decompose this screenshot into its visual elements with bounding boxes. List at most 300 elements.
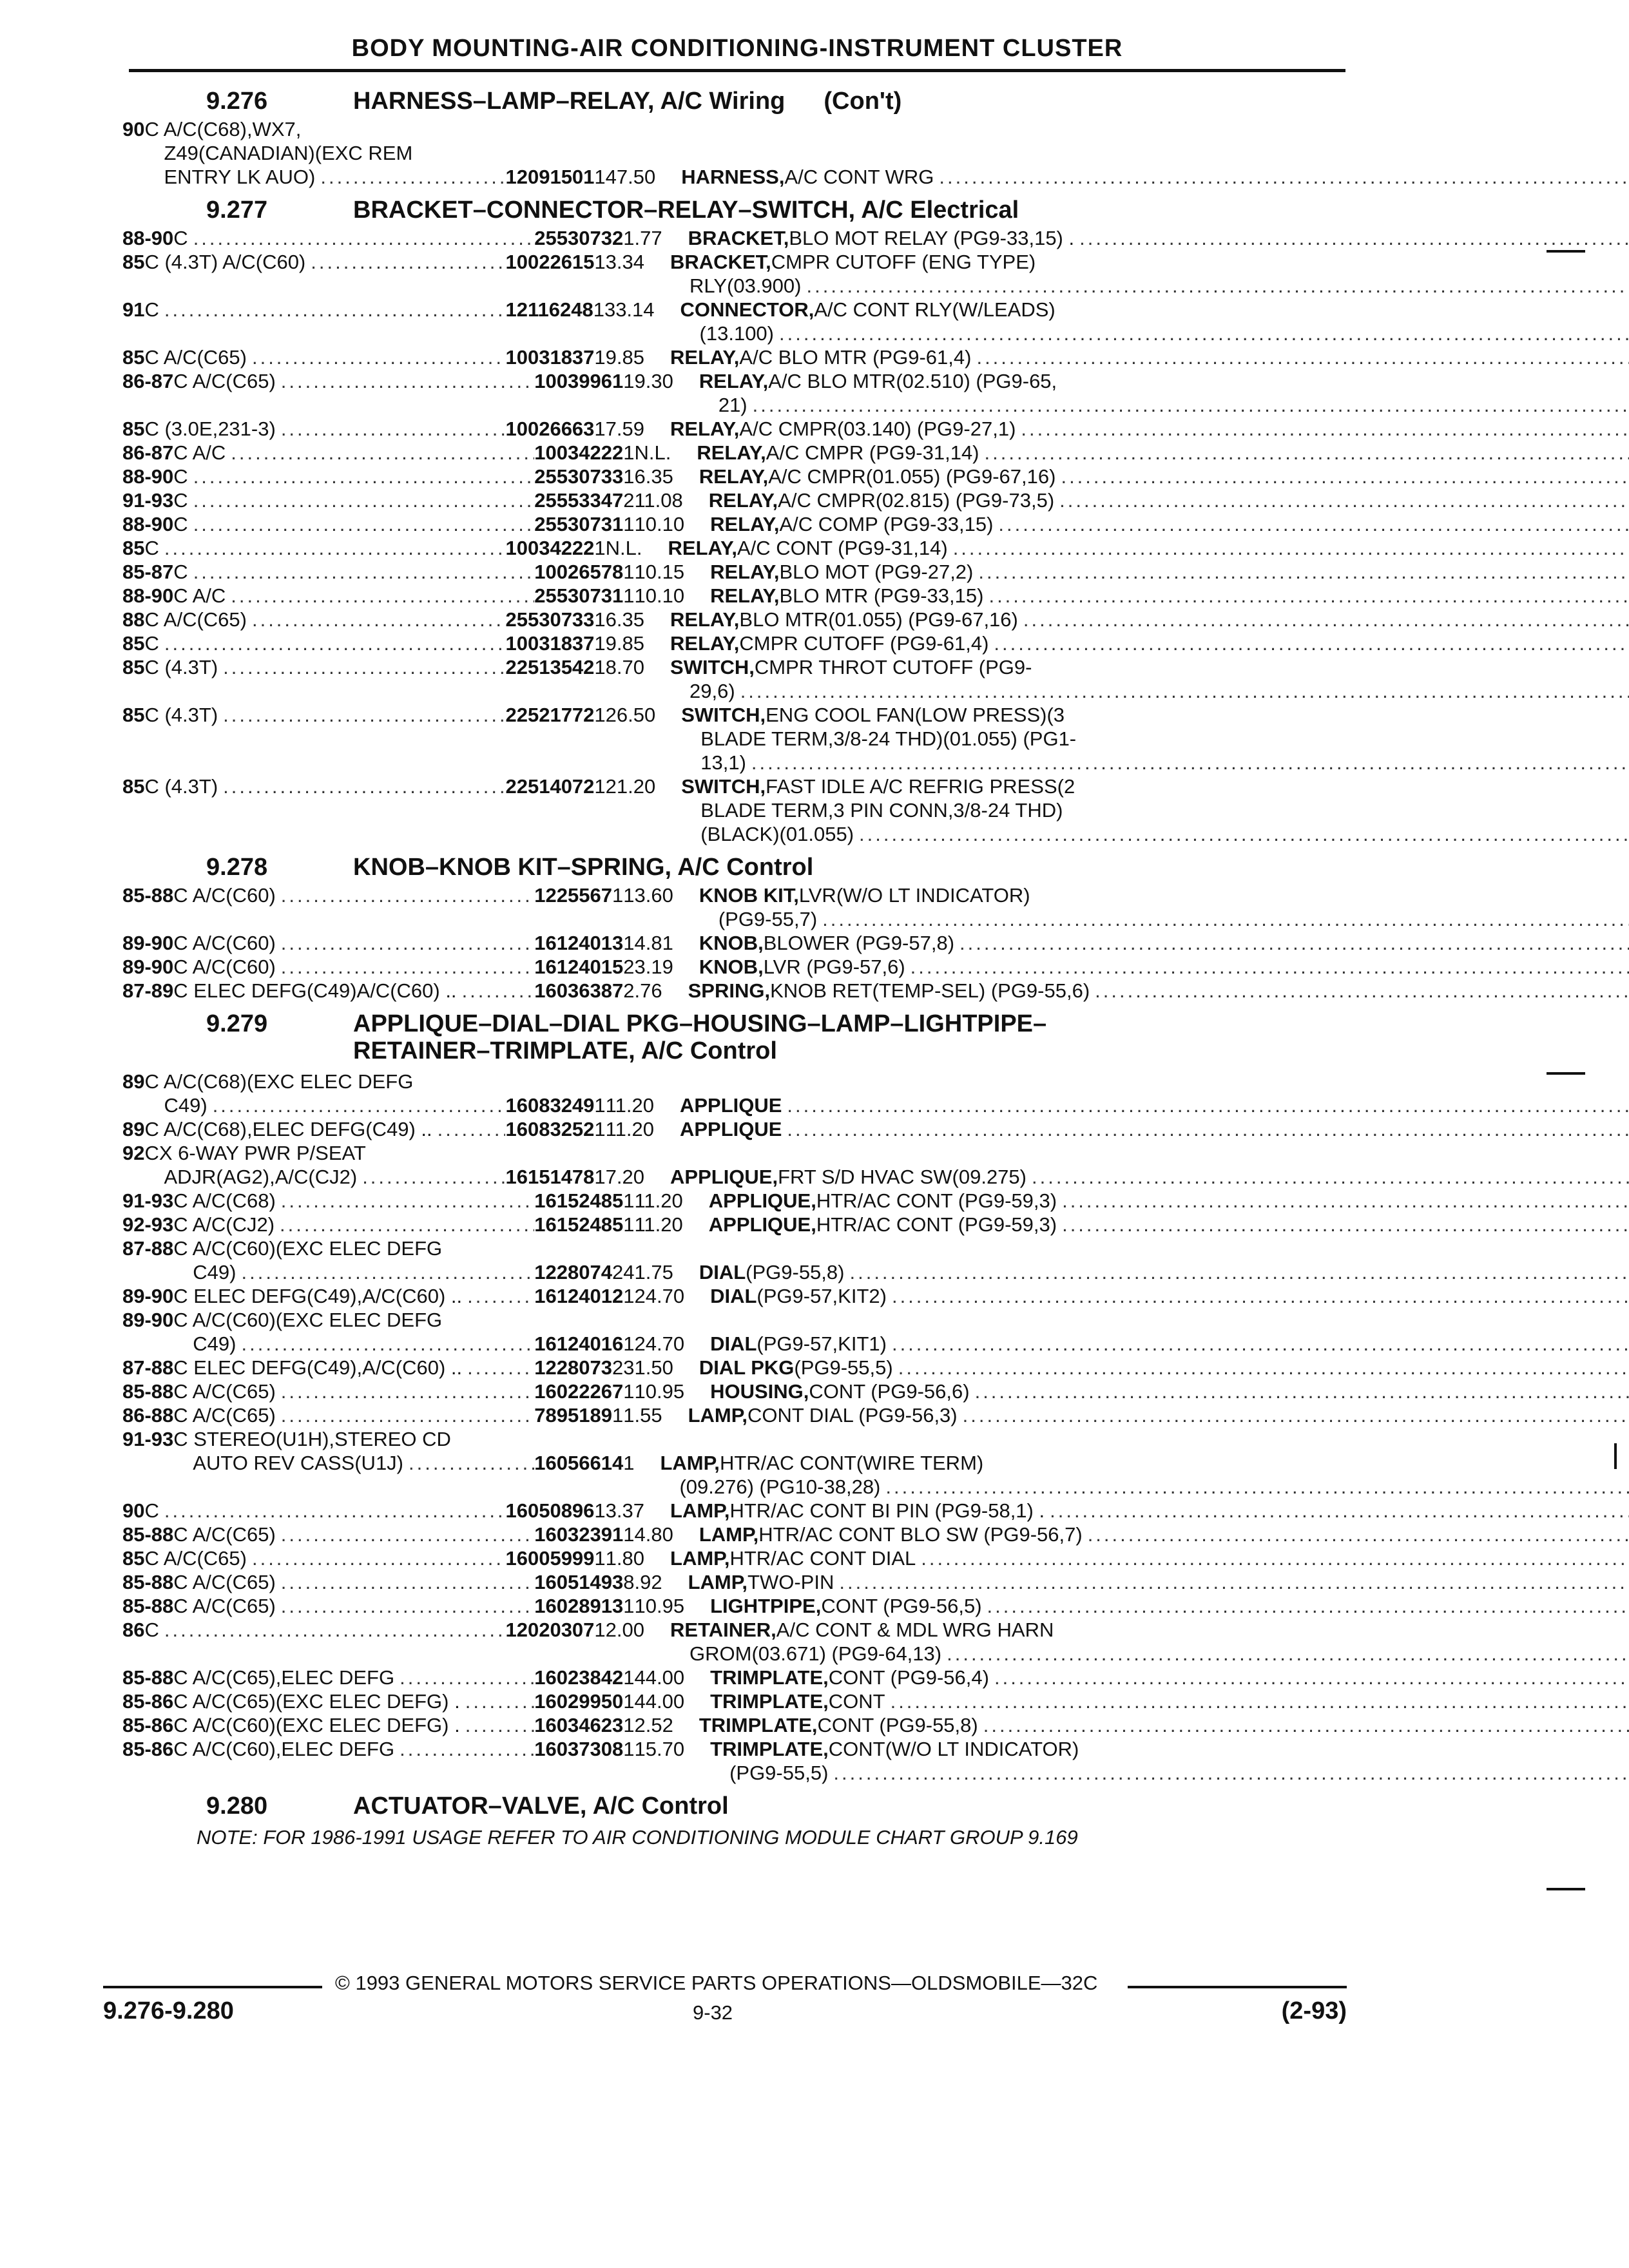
leader-dots	[1095, 979, 1629, 1003]
part-usage	[173, 1570, 534, 1594]
quantity: 1	[612, 1404, 624, 1427]
description-text: KNOB RET(TEMP-SEL) (PG9-55,6)	[770, 979, 1090, 1002]
price: 24.70	[634, 1285, 685, 1307]
part-number-cell	[534, 883, 612, 931]
usage-text: C	[144, 298, 159, 321]
leader-dots	[1061, 465, 1629, 488]
usage-line	[144, 165, 505, 189]
description-line	[699, 1260, 1629, 1284]
usage-text: C A/C(C60),ELEC DEFG	[173, 1738, 395, 1760]
part-number: 25553347	[534, 489, 624, 512]
description-text: LVR(W/O LT INDICATOR)	[798, 884, 1030, 907]
leader-dots	[885, 1475, 1629, 1499]
usage-line	[173, 1689, 534, 1713]
usage-text: C A/C(C65)	[173, 1404, 276, 1427]
section-number: 9.279	[206, 1010, 268, 1037]
part-number-cell	[505, 608, 594, 631]
leader-dots	[1021, 417, 1629, 441]
description-text: (13.100)	[699, 322, 774, 345]
part-description	[684, 1308, 1629, 1356]
part-name: HARNESS,	[681, 166, 785, 188]
part-number: 1228074	[534, 1261, 612, 1283]
usage-text: C (4.3T) A/C(C60)	[144, 251, 306, 273]
part-number: 12020307	[505, 1619, 595, 1641]
part-number: 10031837	[505, 346, 595, 369]
price: 1.55	[623, 1404, 662, 1427]
quantity: 1	[623, 513, 635, 535]
usage-line	[144, 1546, 505, 1570]
section-number: 9.277	[206, 197, 268, 224]
description-text: CONT (PG9-56,4)	[828, 1666, 989, 1689]
description-line	[688, 226, 1629, 250]
leader-dots	[1062, 1189, 1629, 1213]
part-description	[684, 1737, 1629, 1785]
part-number-cell	[505, 250, 594, 298]
price-cell	[606, 1070, 654, 1117]
description-line	[670, 631, 1629, 655]
part-number-cell	[505, 417, 594, 441]
footer-section-range: 9.276-9.280	[103, 1997, 234, 2024]
description-text: CONT(W/O LT INDICATOR)	[828, 1738, 1079, 1760]
quantity: 1	[594, 775, 606, 798]
part-usage	[173, 1737, 534, 1785]
description-text: (09.276) (PG10-38,28)	[679, 1475, 881, 1498]
usage-line	[173, 1332, 534, 1356]
part-row	[122, 1546, 1347, 1570]
part-usage	[173, 1689, 534, 1713]
part-number-cell	[534, 955, 623, 979]
price: 44.00	[634, 1690, 685, 1713]
usage-line	[144, 345, 505, 369]
part-number: 16050896	[505, 1499, 595, 1522]
description-text: 21)	[718, 394, 747, 416]
part-name: RELAY,	[668, 537, 737, 559]
description-line	[709, 1213, 1629, 1236]
leader-dots	[467, 1284, 534, 1308]
usage-text: C A/C(C68)(EXC ELEC DEFG	[144, 1070, 414, 1093]
price: 26.50	[605, 704, 656, 726]
leader-dots	[953, 536, 1629, 560]
part-years: 86-87	[122, 441, 174, 464]
part-number: 10031837	[505, 632, 595, 655]
spacer-line	[710, 1308, 1629, 1332]
description-line	[699, 907, 1629, 931]
description-line	[681, 822, 1629, 846]
part-name: DIAL	[699, 1261, 746, 1283]
price-cell	[634, 931, 673, 955]
part-number: 25530731	[534, 584, 624, 607]
description-line	[710, 1594, 1629, 1618]
usage-line	[173, 1737, 534, 1761]
usage-text: C A/C(CJ2)	[173, 1213, 275, 1236]
quantity-cell	[623, 488, 634, 512]
part-row	[122, 631, 1347, 655]
part-usage	[144, 631, 505, 655]
price: N.L.	[634, 441, 671, 464]
part-number-cell	[534, 1570, 623, 1594]
part-usage	[144, 1070, 505, 1117]
part-usage	[144, 655, 505, 703]
part-name: RELAY,	[670, 346, 740, 369]
part-number: 16124012	[534, 1285, 624, 1307]
usage-text: C	[173, 561, 188, 583]
quantity: 1	[623, 1738, 635, 1760]
description-text: A/C CMPR (PG9-31,14)	[766, 441, 979, 464]
quantity-cell	[612, 1236, 623, 1284]
usage-line	[144, 1618, 505, 1642]
part-years: 85-87	[122, 561, 174, 583]
part-number-cell	[534, 1379, 623, 1403]
quantity: 1	[623, 1380, 635, 1403]
part-number-cell	[505, 1117, 594, 1141]
usage-line	[144, 536, 505, 560]
part-years: 89	[122, 1118, 145, 1140]
price-cell	[634, 1713, 673, 1737]
section-title: KNOB–KNOB KIT–SPRING, A/C Control	[353, 854, 814, 881]
quantity-cell	[594, 608, 605, 631]
part-description	[662, 1403, 1629, 1427]
usage-line	[144, 608, 505, 631]
usage-line	[173, 1427, 534, 1451]
margin-mark	[1547, 1072, 1585, 1075]
quantity: 1	[623, 1690, 635, 1713]
part-usage	[173, 1189, 534, 1213]
usage-line	[144, 250, 505, 274]
usage-text: C	[173, 489, 188, 512]
description-line	[680, 298, 1629, 322]
part-description	[654, 1117, 1629, 1141]
price: 7.20	[605, 1166, 645, 1188]
part-name: LAMP,	[660, 1452, 720, 1474]
usage-line	[173, 955, 534, 979]
usage-line	[144, 1141, 505, 1165]
part-row	[122, 655, 1347, 703]
leader-dots	[467, 1356, 534, 1379]
price: 11.20	[605, 1118, 654, 1140]
part-name: RELAY,	[670, 632, 740, 655]
part-usage	[173, 1284, 534, 1308]
leader-dots	[281, 417, 506, 441]
part-description	[673, 931, 1629, 955]
part-row	[122, 1308, 1347, 1356]
part-row	[122, 1141, 1347, 1189]
quantity: 1	[623, 1714, 635, 1736]
price: 9.30	[634, 370, 673, 392]
price: 9.85	[605, 632, 645, 655]
section-title: BRACKET–CONNECTOR–RELAY–SWITCH, A/C Electrical	[353, 197, 1019, 224]
part-row	[122, 1427, 1347, 1499]
price-cell	[606, 631, 644, 655]
spacer-line	[660, 1427, 1629, 1451]
section-continued: (Con't)	[824, 88, 902, 115]
description-line	[699, 1523, 1629, 1546]
part-usage	[144, 1618, 505, 1666]
price: 10.15	[634, 561, 685, 583]
usage-text: C	[144, 1499, 159, 1522]
usage-text: C A/C(C65)	[144, 346, 247, 369]
quantity: 1	[594, 632, 606, 655]
quantity-cell	[623, 979, 634, 1003]
part-number-cell	[534, 369, 623, 417]
part-name: TRIMPLATE,	[710, 1738, 829, 1760]
quantity-cell	[594, 417, 605, 441]
description-text: BLADE TERM,3 PIN CONN,3/8-24 THD)	[700, 799, 1063, 822]
part-number: 16005999	[505, 1547, 595, 1570]
part-row	[122, 1737, 1347, 1785]
part-number-cell	[534, 1213, 623, 1236]
part-years: 85-86	[122, 1738, 174, 1760]
part-number-cell	[534, 931, 623, 955]
part-usage	[173, 441, 534, 465]
description-text: CONT (PG9-56,6)	[809, 1380, 970, 1403]
description-text: CMPR THROT CUTOFF (PG9-	[754, 656, 1032, 678]
part-number-cell	[505, 774, 594, 846]
part-name: RELAY,	[670, 418, 740, 440]
usage-line	[173, 369, 534, 393]
quantity-cell	[623, 560, 634, 584]
part-description	[673, 1236, 1629, 1284]
usage-text: C A/C(C60)	[173, 956, 276, 978]
quantity: 1	[623, 932, 635, 954]
usage-line	[173, 1523, 534, 1546]
usage-text: C	[144, 537, 159, 559]
quantity-cell	[612, 1403, 623, 1427]
price: 9.85	[605, 346, 645, 369]
part-number-cell	[534, 1594, 623, 1618]
leader-dots	[252, 608, 506, 631]
leader-dots	[753, 393, 1629, 417]
part-usage	[173, 1213, 534, 1236]
leader-dots	[252, 1546, 506, 1570]
price: N.L.	[605, 537, 642, 559]
leader-dots	[231, 584, 534, 608]
footer-copyright: © 1993 GENERAL MOTORS SERVICE PARTS OPERATIONS—OLDSMOBILE—32C	[335, 1972, 1098, 1994]
description-line	[670, 655, 1629, 679]
part-number-cell	[534, 465, 623, 488]
description-line	[680, 322, 1629, 345]
usage-line	[173, 1403, 534, 1427]
part-years: 88-90	[122, 513, 174, 535]
spacer-line	[670, 1141, 1629, 1165]
price-cell	[606, 117, 656, 189]
part-row	[122, 441, 1347, 465]
part-usage	[144, 703, 505, 774]
part-usage	[173, 1523, 534, 1546]
part-number-cell	[534, 1666, 623, 1689]
description-text: A/C CMPR(01.055) (PG9-67,16)	[768, 465, 1056, 488]
usage-line	[173, 1260, 534, 1284]
part-number-cell	[534, 512, 623, 536]
description-line	[699, 931, 1629, 955]
price-cell	[634, 1213, 682, 1236]
usage-line	[173, 883, 534, 907]
price: 10.95	[634, 1380, 685, 1403]
usage-text: C A/C(C65)	[173, 1523, 276, 1546]
quantity: 1	[593, 298, 604, 321]
usage-text: C	[144, 632, 159, 655]
spacer-line	[681, 117, 1629, 141]
part-description	[673, 465, 1629, 488]
part-description	[684, 512, 1629, 536]
part-row	[122, 488, 1347, 512]
section-title-line2: RETAINER–TRIMPLATE, A/C Control	[353, 1037, 777, 1064]
part-number: 16034623	[534, 1714, 624, 1736]
part-row	[122, 1713, 1347, 1737]
quantity-cell	[594, 1618, 605, 1666]
part-description	[644, 608, 1629, 631]
part-years: 85-88	[122, 1380, 174, 1403]
price: 10.10	[634, 513, 685, 535]
part-years: 89	[122, 1070, 145, 1093]
part-description	[683, 1189, 1629, 1213]
part-number: 16037308	[534, 1738, 624, 1760]
price: 24.70	[634, 1332, 685, 1355]
price-cell	[606, 536, 642, 560]
leader-dots	[1088, 1523, 1629, 1546]
usage-text: C ELEC DEFG(C49)A/C(C60) ..	[173, 979, 457, 1002]
part-row	[122, 1356, 1347, 1379]
part-number: 16151478	[505, 1166, 595, 1188]
quantity-cell	[623, 584, 634, 608]
part-row	[122, 1070, 1347, 1117]
part-usage	[144, 117, 505, 189]
part-number: 16051493	[534, 1571, 624, 1593]
description-line	[660, 1475, 1629, 1499]
quantity-cell	[623, 226, 634, 250]
section-heading	[122, 189, 1347, 226]
leader-dots	[438, 1117, 506, 1141]
part-years: 85-88	[122, 1523, 174, 1546]
description-line	[699, 465, 1629, 488]
leader-dots	[281, 1570, 535, 1594]
part-description	[644, 655, 1629, 703]
part-name: LAMP,	[699, 1523, 759, 1546]
leader-dots	[985, 441, 1629, 465]
margin-mark	[1547, 1888, 1585, 1890]
price: 10.95	[634, 1595, 685, 1617]
quantity: 1	[594, 1094, 606, 1117]
part-description	[644, 1499, 1629, 1523]
part-number: 16124013	[534, 932, 624, 954]
part-years: 92-93	[122, 1213, 174, 1236]
usage-text: C A/C(C65)	[173, 370, 276, 392]
footer-page-number: 9-32	[693, 2001, 733, 2024]
description-line	[710, 1332, 1629, 1356]
part-number: 25530732	[534, 227, 624, 249]
usage-line	[173, 1666, 534, 1689]
description-line	[670, 1618, 1629, 1642]
description-text: CONT DIAL (PG9-56,3)	[747, 1404, 958, 1427]
part-number-cell	[534, 979, 623, 1003]
quantity-cell	[594, 703, 605, 774]
usage-line	[144, 117, 505, 141]
part-row	[122, 465, 1347, 488]
quantity: 1	[623, 1452, 635, 1474]
price-cell	[606, 655, 644, 703]
part-years: 85-88	[122, 1595, 174, 1617]
price: 11.20	[634, 1213, 683, 1236]
part-name: DIAL PKG	[699, 1356, 795, 1379]
part-row	[122, 584, 1347, 608]
part-usage	[173, 369, 534, 417]
leader-dots	[465, 1713, 535, 1737]
part-description	[644, 1546, 1629, 1570]
section-title: HARNESS–LAMP–RELAY, A/C Wiring	[353, 88, 786, 115]
part-name: CONNECTOR,	[680, 298, 815, 321]
part-years: 91-93	[122, 489, 174, 512]
part-description	[683, 1213, 1629, 1236]
usage-text: C A/C(C65)	[173, 1571, 276, 1593]
part-name: KNOB KIT,	[699, 884, 799, 907]
description-line	[670, 274, 1629, 298]
usage-line	[173, 1379, 534, 1403]
description-line	[710, 1761, 1629, 1785]
leader-dots	[976, 345, 1629, 369]
part-number-cell	[534, 1308, 623, 1356]
leader-dots	[892, 1332, 1629, 1356]
part-years: 89-90	[122, 932, 174, 954]
leader-dots	[833, 1761, 1629, 1785]
quantity: 1	[623, 441, 635, 464]
usage-line	[173, 1356, 534, 1379]
part-description	[683, 488, 1629, 512]
usage-line	[144, 703, 505, 727]
quantity-cell	[593, 298, 604, 345]
section-heading	[122, 1003, 1347, 1070]
part-usage	[144, 774, 505, 846]
usage-line	[173, 1308, 534, 1332]
part-description	[684, 584, 1629, 608]
part-number: 10022615	[505, 251, 595, 273]
leader-dots	[939, 165, 1629, 189]
quantity-cell	[623, 1713, 634, 1737]
part-description	[684, 1284, 1629, 1308]
part-name: RELAY,	[710, 561, 780, 583]
quantity-cell	[594, 1141, 605, 1189]
price-cell	[634, 488, 682, 512]
part-usage	[173, 465, 534, 488]
part-years: 85	[122, 418, 145, 440]
part-usage	[144, 1499, 505, 1523]
part-usage	[173, 1379, 534, 1403]
description-line	[688, 979, 1629, 1003]
part-name: BRACKET,	[670, 251, 771, 273]
usage-line	[173, 931, 534, 955]
usage-text: AUTO REV CASS(U1J)	[193, 1452, 404, 1474]
part-number-cell	[505, 298, 593, 345]
part-years: 88-90	[122, 584, 174, 607]
part-years: 85-86	[122, 1714, 174, 1736]
quantity-cell	[623, 1308, 634, 1356]
price-cell	[606, 608, 644, 631]
leader-dots	[281, 1523, 535, 1546]
part-name: RELAY,	[710, 513, 780, 535]
part-name: TRIMPLATE,	[710, 1666, 829, 1689]
price-cell	[623, 1403, 662, 1427]
leader-dots	[465, 1689, 535, 1713]
parts-list	[122, 80, 1347, 1849]
quantity-cell	[594, 1546, 605, 1570]
quantity-cell	[623, 1284, 634, 1308]
description-line	[699, 369, 1629, 393]
description-line	[681, 798, 1629, 822]
usage-text: C (4.3T)	[144, 704, 218, 726]
quantity-cell	[623, 465, 634, 488]
part-years: 91-93	[122, 1428, 174, 1450]
price-cell	[634, 584, 684, 608]
leader-dots	[1079, 226, 1629, 250]
usage-text: C STEREO(U1H),STEREO CD	[173, 1428, 451, 1450]
